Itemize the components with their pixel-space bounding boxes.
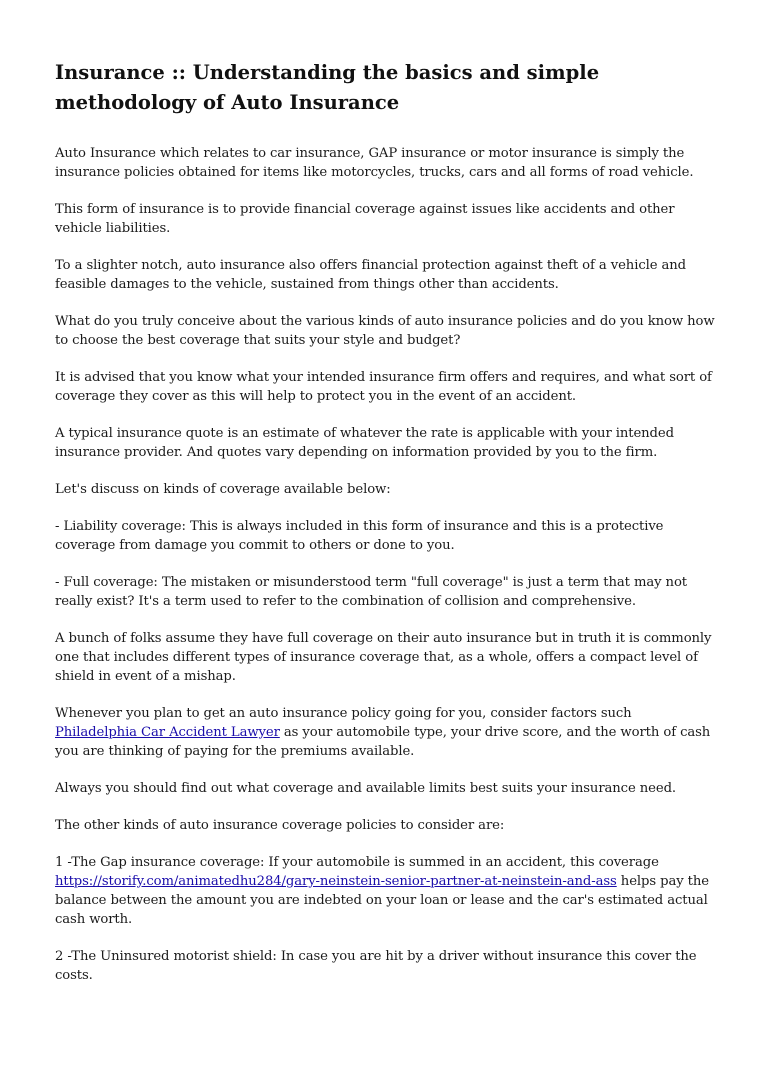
paragraph-other-kinds: The other kinds of auto insurance coverage policies to consider are: — [55, 818, 505, 833]
paragraph-limits: Always you should find out what coverage and available limits best suits your insurance need. — [55, 781, 676, 796]
philadelphia-lawyer-link[interactable]: Philadelphia Car Accident Lawyer — [55, 725, 280, 740]
paragraph-coverage-purpose: This form of insurance is to provide financial coverage against issues like accidents and other vehicle liabilities. — [55, 202, 675, 236]
page-title: Insurance :: Understanding the basics and simple methodology of Auto Insurance — [55, 61, 600, 114]
factors-text-before: Whenever you plan to get an auto insurance policy going for you, consider factors such — [55, 706, 632, 721]
paragraph-intro: Auto Insurance which relates to car insurance, GAP insurance or motor insurance is simply the insurance policies obtained for items like motorcycles, trucks, cars and all forms of road vehicle. — [55, 146, 694, 180]
paragraph-assumption: A bunch of folks assume they have full coverage on their auto insurance but in truth it is commonly one that includes different types of insurance coverage that, as a whole, offers a compact level of shield in event of a mishap. — [55, 631, 712, 684]
paragraph-uninsured-motorist: 2 -The Uninsured motorist shield: In case you are hit by a driver without insurance this cover the costs. — [55, 949, 697, 983]
paragraph-quote: A typical insurance quote is an estimate of whatever the rate is applicable with your intended insurance provider. And quotes vary depending on information provided by you to the firm. — [55, 426, 674, 460]
paragraph-advice: It is advised that you know what your intended insurance firm offers and requires, and what sort of coverage they cover as this will help to protect you in the event of an accident. — [55, 370, 712, 404]
paragraph-gap-insurance — [55, 853, 715, 929]
paragraph-factors — [55, 704, 715, 761]
gap-text-after: helps pay the balance between the amount you are indebted on your loan or lease and the car's estimated actual cash worth. — [55, 874, 709, 927]
paragraph-liability: - Liability coverage: This is always included in this form of insurance and this is a protective coverage from damage you commit to others or done to you. — [55, 519, 664, 553]
factors-text-after: as your automobile type, your drive score, and the worth of cash you are thinking of paying for the premiums available. — [55, 725, 711, 759]
paragraph-full-coverage: - Full coverage: The mistaken or misunderstood term "full coverage" is just a term that may not really exist? It's a term used to refer to the combination of collision and comprehensive. — [55, 575, 687, 609]
gap-text-before: 1 -The Gap insurance coverage: If your automobile is summed in an accident, this coverage — [55, 855, 659, 870]
paragraph-question: What do you truly conceive about the various kinds of auto insurance policies and do you know how to choose the best coverage that suits your style and budget? — [55, 314, 715, 348]
document-page — [55, 58, 715, 1003]
paragraph-discuss: Let's discuss on kinds of coverage available below: — [55, 482, 391, 497]
paragraph-theft-protection: To a slighter notch, auto insurance also offers financial protection against theft of a vehicle and feasible damages to the vehicle, sustained from things other than accidents. — [55, 258, 687, 292]
storify-link[interactable]: https://storify.com/animatedhu284/gary-neinstein-senior-partner-at-neinstein-and-ass — [55, 874, 617, 889]
